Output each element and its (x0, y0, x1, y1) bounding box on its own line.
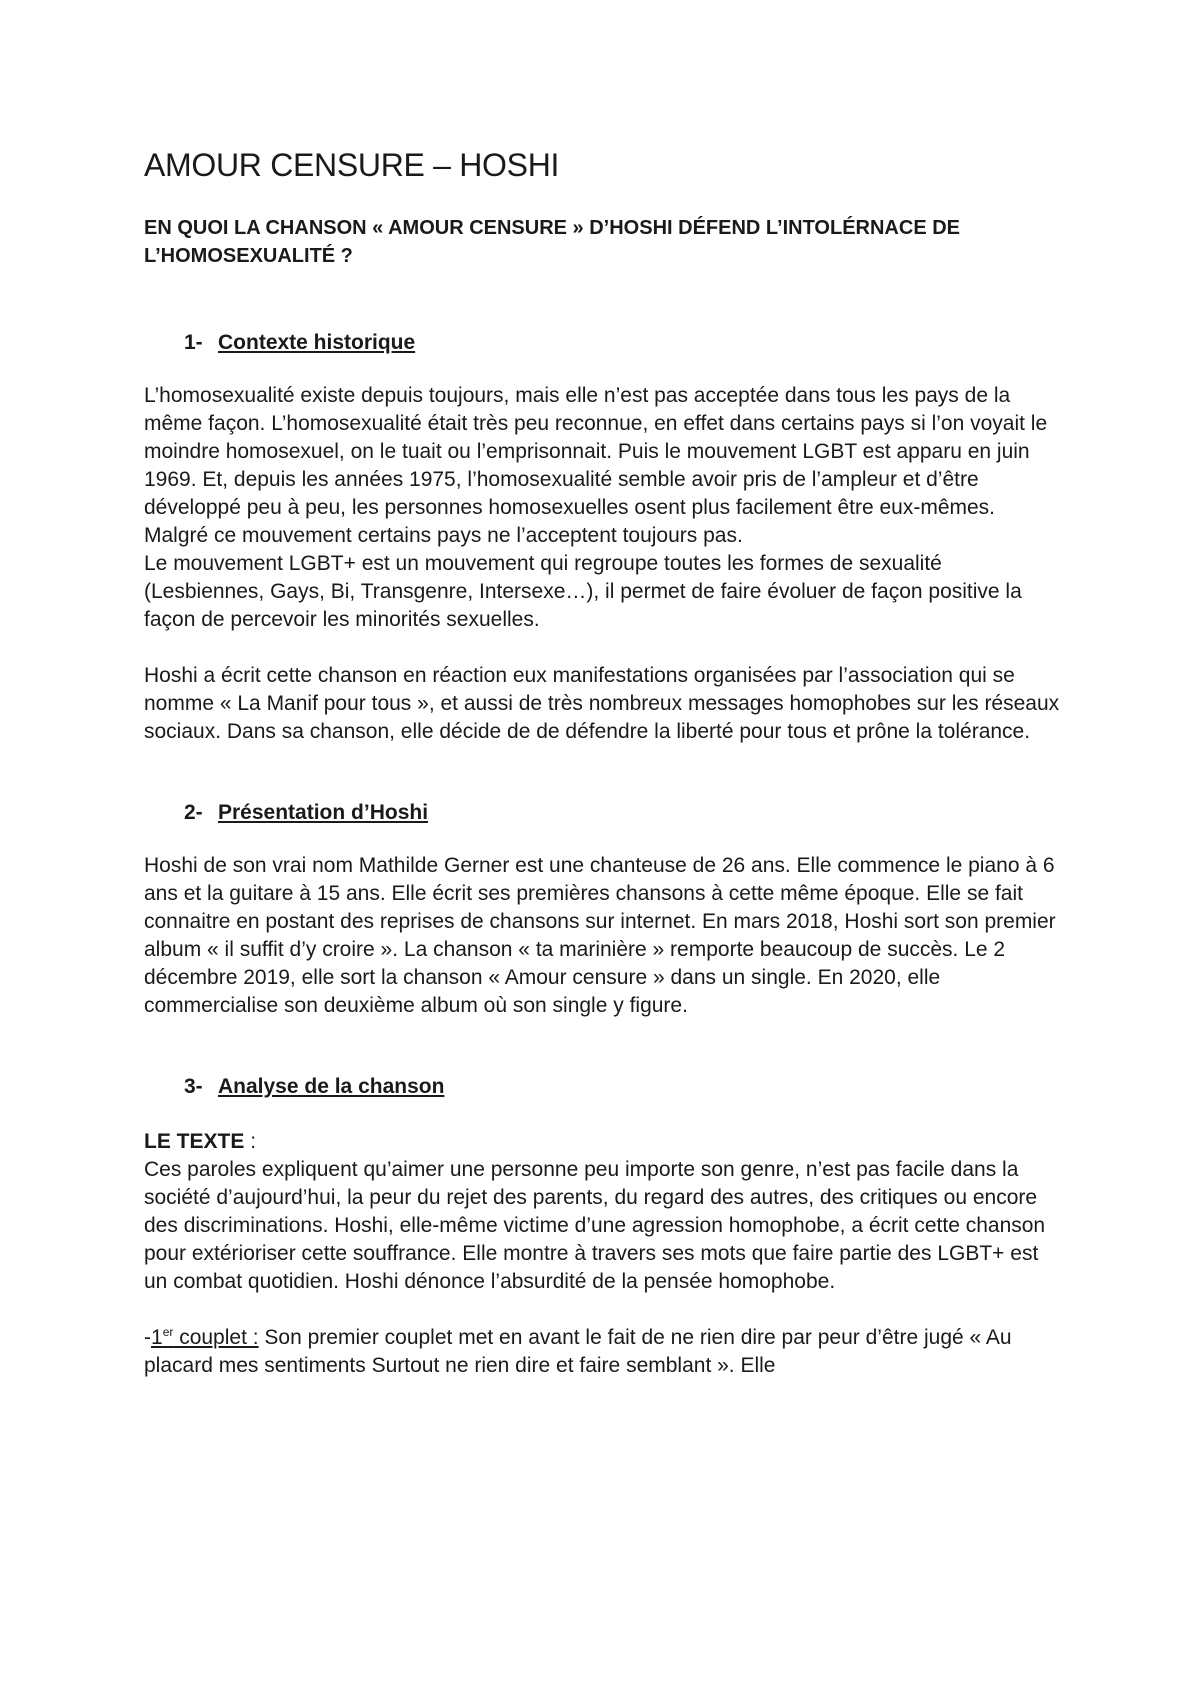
section-title: Présentation d’Hoshi (218, 801, 429, 824)
texte-colon: : (244, 1130, 257, 1153)
couplet-paragraph (144, 1324, 1064, 1380)
section-number: 3- (184, 1075, 203, 1098)
couplet-superscript: er (162, 1325, 174, 1339)
section-heading-contexte (184, 328, 1064, 358)
problem-question: EN QUOI LA CHANSON « AMOUR CENSURE » D’HOSHI DÉFEND L’INTOLÉRNACE DE L’HOMOSEXUALITÉ ? (144, 217, 960, 267)
couplet-text: Son premier couplet met en avant le fait de ne rien dire par peur d’être jugé « Au placard mes sentiments Surtout ne rien dire et faire semblant ». Elle (144, 1326, 1012, 1377)
section-title: Contexte historique (218, 331, 416, 354)
section-title: Analyse de la chanson (218, 1075, 445, 1098)
section-heading-analyse (184, 1072, 1064, 1102)
texte-subheading (144, 1128, 1064, 1156)
couplet-label (151, 1326, 259, 1349)
section-heading-presentation (184, 798, 1064, 828)
section-number: 1- (184, 331, 203, 354)
paragraph: Hoshi de son vrai nom Mathilde Gerner est une chanteuse de 26 ans. Elle commence le piano à 6 ans et la guitare à 15 ans. Elle écrit ses premières chansons à cette même époque. Elle se fait connaitre en postant des reprises de chansons sur internet. En mars 2018, Hoshi sort son premier album « il suffit d’y croire ». La chanson « ta marinière » remporte beaucoup de succès. Le 2 décembre 2019, elle sort la chanson « Amour censure » dans un single. En 2020, elle commercialise son deuxième album où son single y figure. (144, 854, 1056, 1017)
document-body (144, 146, 1064, 1380)
section-number: 2- (184, 801, 203, 824)
texte-label: LE TEXTE (144, 1130, 245, 1153)
paragraph: Hoshi a écrit cette chanson en réaction eux manifestations organisées par l’association qui se nomme « La Manif pour tous », et aussi de très nombreux messages homophobes sur les réseaux sociaux. Dans sa chanson, elle décide de de défendre la liberté pour tous et prône la tolérance. (144, 664, 1060, 743)
couplet-number: 1 (151, 1326, 163, 1349)
paragraph: L’homosexualité existe depuis toujours, mais elle n’est pas acceptée dans tous les pays de la même façon. L’homosexualité était très peu reconnue, en effet dans certains pays si l’on voyait le moindre homosexuel, on le tuait ou l’emprisonnait. Puis le mouvement LGBT est apparu en juin 1969. Et, depuis les années 1975, l’homosexualité semble avoir pris de l’ampleur et d’être développé peu à peu, les personnes homosexuelles osent plus facilement être eux-mêmes. Malgré ce mouvement certains pays ne l’acceptent toujours pas. (144, 384, 1048, 547)
document-title: AMOUR CENSURE – HOSHI (144, 147, 560, 183)
paragraph: Ces paroles expliquent qu’aimer une personne peu importe son genre, n’est pas facile dans la société d’aujourd’hui, la peur du rejet des parents, du regard des autres, des critiques ou encore des discriminations. Hoshi, elle-même victime d’une agression homophobe, a écrit cette chanson pour extérioriser cette souffrance. Elle montre à travers ses mots que faire partie des LGBT+ est un combat quotidien. Hoshi dénonce l’absurdité de la pensée homophobe. (144, 1158, 1046, 1293)
couplet-label-text: couplet : (173, 1326, 259, 1349)
couplet-prefix: - (144, 1326, 151, 1349)
paragraph: Le mouvement LGBT+ est un mouvement qui regroupe toutes les formes de sexualité (Lesbiennes, Gays, Bi, Transgenre, Intersexe…), il permet de faire évoluer de façon positive la façon de percevoir les minorités sexuelles. (144, 552, 1022, 631)
